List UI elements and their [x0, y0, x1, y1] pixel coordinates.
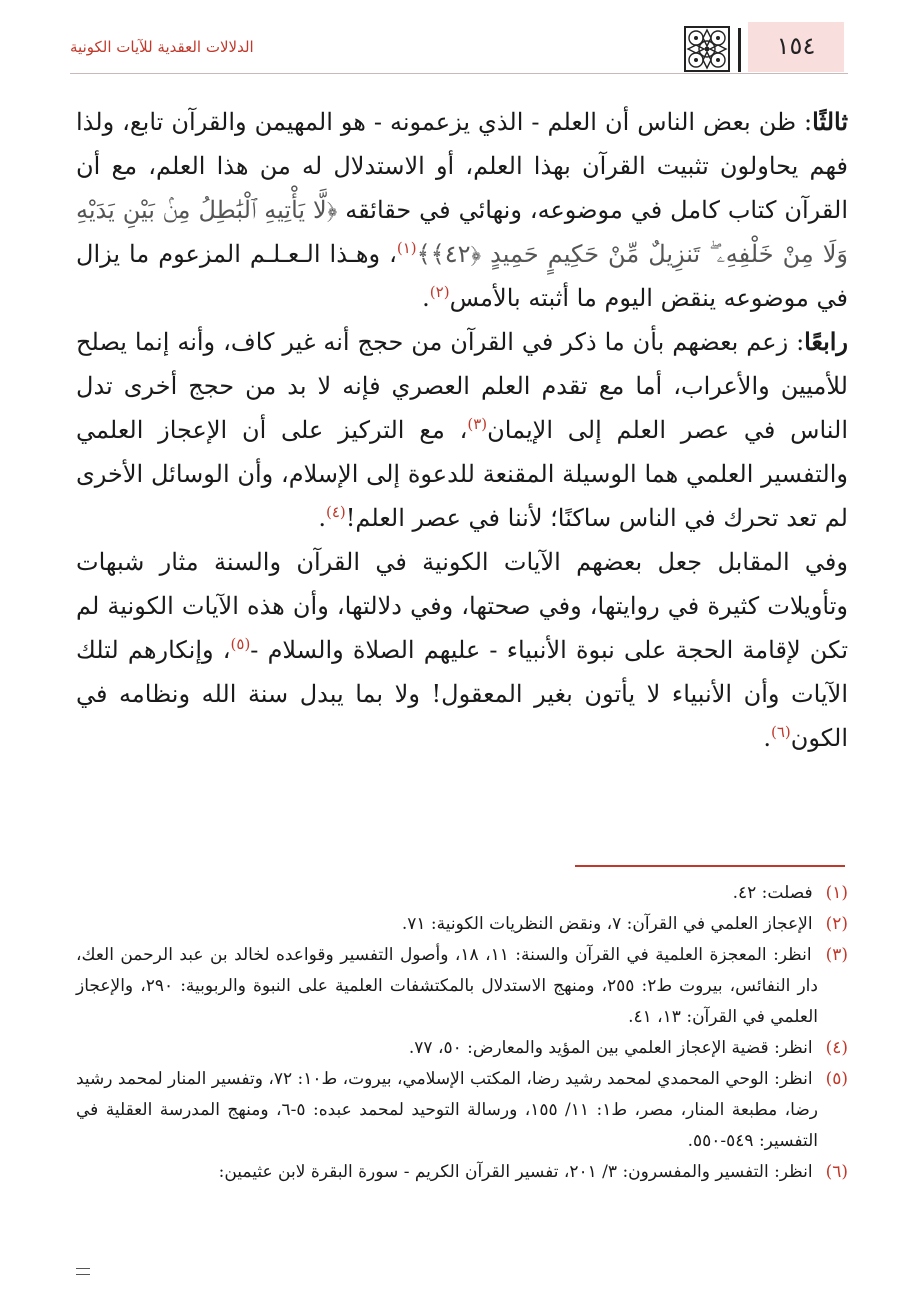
footnote: [76, 1157, 848, 1188]
paragraph-end: .: [763, 724, 771, 752]
arabesque-ornament-icon: [684, 26, 730, 72]
footnote-ref[interactable]: (٦): [770, 723, 791, 741]
footnote-ref[interactable]: (٢): [429, 283, 450, 301]
footnote: [76, 1033, 848, 1064]
footnotes: [76, 878, 848, 1188]
footnote-number: (٤): [825, 1038, 848, 1058]
page-header: [0, 20, 921, 72]
paragraph-counter: [76, 540, 848, 760]
footnote-divider: [575, 865, 845, 867]
quran-verse: ﴿لَّا يَأْتِيهِ ٱلْبَٰطِلُ مِنۢ بَيْنِ يَدَيْهِ وَلَا مِنْ خَلْفِهِۦ ۖ تَنزِيلٌ مِّنْ حَكِيمٍ حَمِيدٍ ﴿٤٢﴾﴾: [76, 196, 848, 268]
paragraph-fourth: [76, 320, 848, 540]
footnote-number: (٦): [825, 1162, 848, 1182]
paragraph-text: : ظن بعض الناس أن العلم - الذي يزعمونه - هو المهيمن والقرآن تابع، ولذا فهم يحاولون تثبيت القرآن بهذا العلم، أو الاستدلال له من هذا العلم، مع أن القرآن كتاب كامل في موضوعه، ونهائي في حقائقه: [76, 108, 848, 224]
footnote-text: انظر: المعجزة العلمية في القرآن والسنة: ١١، ١٨، وأصول التفسير وقواعده لخالد بن عبد الرحمن العك، دار النفائس، بيروت ط٢: ٢٥٥، ومنهج الاستدلال بالمكتشفات العلمية على النبوة والربوبية: ٢٩٠، والإعجاز العلمي في القرآن: ١٣، ٤١.: [76, 945, 818, 1027]
footnote-text: انظر: الوحي المحمدي لمحمد رشيد رضا، المكتب الإسلامي، بيروت، ط١٠: ٧٢، وتفسير المنار لمحمد رشيد رضا، مطبعة المنار، مصر، ط١: ١١/ ١٥٥، ورسالة التوحيد لمحمد عبده: ٥-٦، ومنهج المدرسة العقلية في التفسير: ٥٤٩-٥٥٠.: [76, 1069, 818, 1151]
header-rule: [70, 73, 848, 74]
footnote-ref[interactable]: (٥): [230, 635, 251, 653]
footnote-ref[interactable]: (٤): [325, 503, 346, 521]
footnote-number: (٥): [825, 1069, 848, 1089]
footnote-ref[interactable]: (١): [396, 239, 417, 257]
paragraph-third: [76, 100, 848, 320]
footnote-text: الإعجاز العلمي في القرآن: ٧، ونقض النظريات الكونية: ٧١.: [401, 914, 813, 934]
paragraph-text: ، وإنكارهم لتلك الآيات وأن الأنبياء لا يأتون بغير المعقول! ولا بما يبدل سنة الله ونظامه في الكون: [76, 636, 848, 752]
footnote-number: (٢): [825, 914, 848, 934]
footnote-text: انظر: قضية الإعجاز العلمي بين المؤيد والمعارض: ٥٠، ٧٧.: [408, 1038, 813, 1058]
footnote: [76, 909, 848, 940]
paragraph-end: .: [422, 284, 430, 312]
paragraph-text: : زعم بعضهم بأن ما ذكر في القرآن من حجج أنه غير كاف، وأنه إنما يصلح للأميين والأعراب، أما مع تقدم العلم العصري فإنه لا بد من حجج أخرى تدل الناس في عصر العلم إلى الإيمان: [76, 328, 848, 444]
page-number: ١٥٤: [776, 32, 816, 60]
header-divider: [738, 28, 741, 72]
footnote-ref[interactable]: (٣): [467, 415, 488, 433]
paragraph-text: وفي المقابل جعل بعضهم الآيات الكونية في القرآن والسنة مثار شبهات وتأويلات كثيرة في روايتها، وفي صحتها، وفي دلالتها، وأن هذه الآيات الكونية لم تكن لإقامة الحجة على نبوة الأنبياء - عليهم الصلاة والسلام -: [76, 548, 848, 664]
paragraph-end: .: [318, 504, 326, 532]
footnote-number: (٣): [825, 945, 849, 965]
footnote: [76, 940, 848, 1033]
main-text: [76, 100, 848, 760]
paragraph-text: ، وهـذا الـعـلـم المزعوم ما يزال في موضوعه ينقض اليوم ما أثبته بالأمس: [76, 240, 848, 312]
footnote-text: فصلت: ٤٢.: [732, 883, 813, 903]
page-number-box: [748, 22, 844, 72]
footnote-number: (١): [825, 883, 848, 903]
paragraph-lead: ثالثًا: [812, 107, 848, 136]
running-title: الدلالات العقدية للآيات الكونية: [70, 38, 254, 56]
continuation-mark: [76, 1268, 90, 1275]
footnote-text: انظر: التفسير والمفسرون: ٣/ ٢٠١، تفسير القرآن الكريم - سورة البقرة لابن عثيمين:: [218, 1162, 813, 1182]
paragraph-lead: رابعًا: [804, 327, 848, 356]
footnote: [76, 1064, 848, 1157]
paragraph-text: ، مع التركيز على أن الإعجاز العلمي والتفسير العلمي هما الوسيلة المقنعة للدعوة إلى الإسلام، وأن الوسائل الأخرى لم تعد تحرك في الناس ساكنًا؛ لأننا في عصر العلم!: [76, 416, 848, 532]
footnote: [76, 878, 848, 909]
